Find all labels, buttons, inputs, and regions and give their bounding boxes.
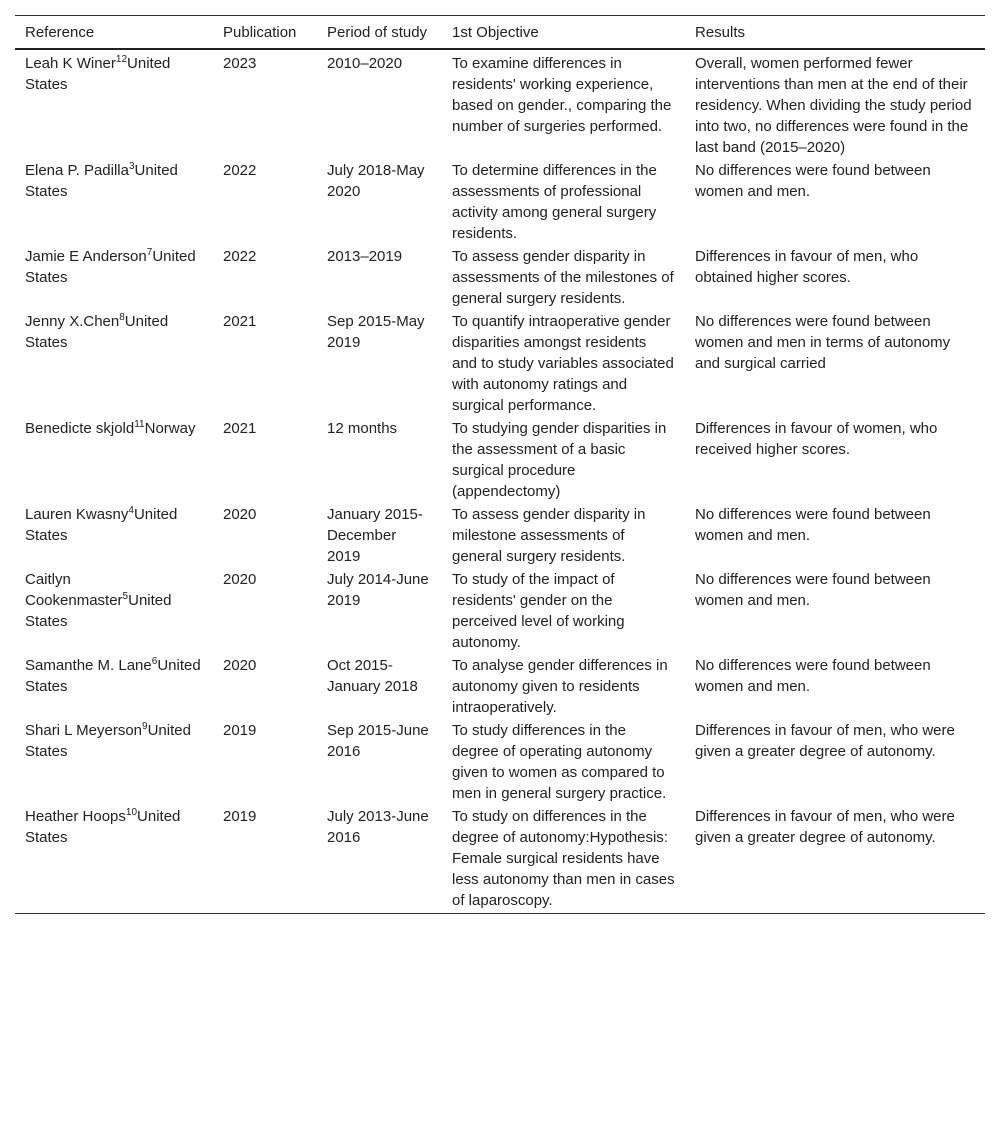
header-publication: Publication (223, 24, 297, 41)
cell-publication: 2020 (223, 657, 257, 674)
cell-results: No differences were found between women and men. (695, 571, 931, 609)
cell-publication: 2022 (223, 162, 257, 179)
reference-citation: 8 (119, 312, 125, 323)
reference-country: Norway (144, 420, 196, 437)
cell-publication: 2023 (223, 55, 257, 72)
reference-author: Samanthe M. Lane (25, 657, 152, 674)
cell-results: Differences in favour of men, who were given a greater degree of autonomy. (695, 722, 955, 760)
reference-citation: 9 (142, 721, 148, 732)
cell-period: July 2013-June 2016 (327, 808, 429, 846)
reference-author: Jenny X.Chen (25, 313, 120, 330)
cell-results: No differences were found between women and men. (695, 657, 931, 695)
reference-country: United States (25, 592, 172, 630)
table-row (15, 719, 985, 805)
reference-citation: 5 (122, 591, 129, 602)
cell-reference (15, 310, 213, 417)
reference-country: United States (25, 162, 178, 200)
cell-publication: 2020 (223, 506, 257, 523)
reference-citation: 7 (146, 247, 153, 258)
cell-objective: To assess gender disparity in assessments of the milestones of general surgery residents. (452, 248, 674, 307)
studies-table (15, 15, 985, 914)
cell-period: July 2014-June 2019 (327, 571, 429, 609)
cell-publication: 2022 (223, 248, 257, 265)
cell-objective: To study of the impact of residents' gender on the perceived level of working autonomy. (452, 571, 625, 651)
cell-objective: To assess gender disparity in milestone assessments of general surgery residents. (452, 506, 646, 565)
reference-citation: 12 (115, 54, 128, 65)
cell-period: 12 months (327, 420, 398, 437)
reference-citation: 6 (151, 656, 158, 667)
cell-reference (15, 719, 213, 805)
header-reference: Reference (25, 24, 95, 41)
reference-country: United States (25, 722, 191, 760)
cell-reference (15, 49, 213, 159)
reference-author: Jamie E Anderson (25, 248, 147, 265)
cell-results: Overall, women performed fewer interventions than men at the end of their residency. When dividing the study period into two, no differences were found in the last band (2015–2020) (695, 55, 972, 156)
cell-results: No differences were found between women and men in terms of autonomy and surgical carried (695, 313, 951, 372)
cell-publication: 2021 (223, 313, 257, 330)
table-row (15, 568, 985, 654)
table-row (15, 245, 985, 310)
table-row (15, 49, 985, 159)
cell-period: Sep 2015-June 2016 (327, 722, 429, 760)
cell-results: Differences in favour of women, who received higher scores. (695, 420, 938, 458)
cell-objective: To examine differences in residents' working experience, based on gender., comparing the number of surgeries performed. (452, 55, 672, 135)
cell-results: Differences in favour of men, who obtained higher scores. (695, 248, 919, 286)
table-header (15, 16, 985, 50)
table-row (15, 417, 985, 503)
reference-author: Caitlyn Cookenmaster (25, 571, 123, 609)
cell-publication: 2019 (223, 722, 257, 739)
reference-author: Elena P. Padilla (25, 162, 129, 179)
cell-publication: 2020 (223, 571, 257, 588)
reference-author: Benedicte skjold (25, 420, 135, 437)
cell-objective: To study on differences in the degree of autonomy:Hypothesis: Female surgical residents have less autonomy than men in cases of laparoscopy. (452, 808, 675, 909)
cell-publication: 2019 (223, 808, 257, 825)
cell-reference (15, 805, 213, 914)
cell-reference (15, 245, 213, 310)
cell-period: 2013–2019 (327, 248, 403, 265)
reference-citation: 4 (128, 505, 134, 516)
cell-results: No differences were found between women and men. (695, 162, 931, 200)
cell-period: January 2015-December 2019 (327, 506, 423, 565)
cell-results: Differences in favour of men, who were given a greater degree of autonomy. (695, 808, 955, 846)
reference-citation: 10 (125, 807, 138, 818)
table-row (15, 310, 985, 417)
cell-objective: To study differences in the degree of operating autonomy given to women as compared to men in general surgery practice. (452, 722, 667, 802)
cell-reference (15, 417, 213, 503)
header-period: Period of study (327, 24, 428, 41)
table-row (15, 503, 985, 568)
reference-author: Heather Hoops (25, 808, 126, 825)
reference-country: United States (25, 55, 171, 93)
reference-citation: 11 (134, 419, 145, 430)
reference-author: Lauren Kwasny (25, 506, 129, 523)
table-row (15, 654, 985, 719)
reference-author: Leah K Winer (25, 55, 116, 72)
cell-reference (15, 503, 213, 568)
reference-author: Shari L Meyerson (25, 722, 142, 739)
cell-reference (15, 159, 213, 245)
reference-citation: 3 (128, 161, 135, 172)
cell-period: 2010–2020 (327, 55, 403, 72)
cell-objective: To determine differences in the assessments of professional activity among general surgery residents. (452, 162, 657, 242)
cell-reference (15, 568, 213, 654)
header-objective: 1st Objective (452, 24, 539, 41)
reference-country: United States (25, 248, 196, 286)
reference-country: United States (25, 313, 169, 351)
reference-country: United States (25, 657, 201, 695)
studies-table-container (15, 15, 985, 914)
cell-objective: To quantify intraoperative gender disparities amongst residents and to study variables associated with autonomy ratings and surgical performance. (452, 313, 674, 414)
reference-country: United States (25, 506, 178, 544)
cell-reference (15, 654, 213, 719)
table-body (15, 49, 985, 914)
cell-objective: To analyse gender differences in autonomy given to residents intraoperatively. (452, 657, 668, 716)
table-row (15, 159, 985, 245)
cell-publication: 2021 (223, 420, 257, 437)
header-results: Results (695, 24, 746, 41)
cell-period: Oct 2015-January 2018 (327, 657, 418, 695)
cell-objective: To studying gender disparities in the assessment of a basic surgical procedure (appendectomy) (452, 420, 667, 500)
cell-period: Sep 2015-May 2019 (327, 313, 425, 351)
reference-country: United States (25, 808, 181, 846)
table-row (15, 805, 985, 914)
header-row (15, 16, 985, 50)
cell-period: July 2018-May 2020 (327, 162, 425, 200)
cell-results: No differences were found between women and men. (695, 506, 931, 544)
